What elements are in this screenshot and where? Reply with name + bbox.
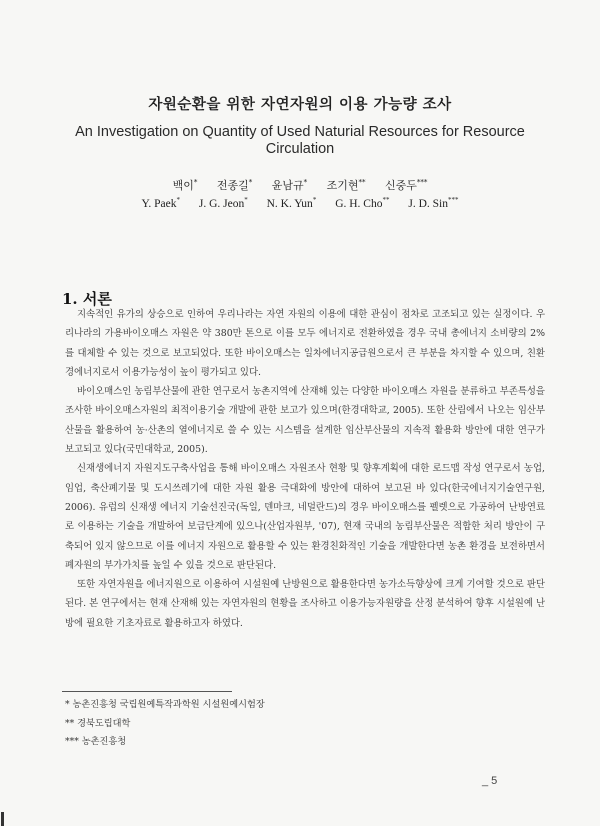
page-number: _ 5 (482, 775, 498, 787)
author-name-korean: 윤남규* (271, 178, 308, 192)
introduction-body (65, 305, 545, 633)
title-english: An Investigation on Quantity of Used Naturial Resources for Resource Circulation (75, 124, 525, 157)
scan-edge-mark (1, 812, 4, 826)
footnote-affiliation: *** 농촌진흥청 (65, 736, 127, 747)
section-heading-introduction: 1. 서론 (62, 290, 112, 308)
paragraph: 바이오매스인 농림부산물에 관한 연구로서 농촌지역에 산재해 있는 다양한 바이오매스 자원을 분류하고 부존특성을 조사한 바이오매스자원의 최적이용기술 개발에 관한 보고가 있으며(한경대학교, 2005). 또한 산림에서 나오는 임산부산물을 활용하여 농·산촌의 열에너지로 쓸 수 있는 시스템을 설계한 임산부산물의 지속적 활용화 방안에 대한 연구가 보고되고 있다(국민대학교, 2005). (65, 386, 545, 456)
footnote-divider (62, 691, 232, 692)
author-name-korean: 전종길* (216, 178, 253, 192)
footnote-affiliation: * 농촌진흥청 국립원예특작과학원 시설원예시험장 (65, 699, 265, 710)
footnotes (65, 696, 465, 752)
paragraph: 또한 자연자원을 에너지원으로 이용하여 시설원예 난방원으로 활용한다면 농가소득향상에 크게 기여할 것으로 판단된다. 본 연구에서는 현재 산재해 있는 자연자원의 현황을 조사하고 이용가능자원량을 산정 분석하여 향후 시설원예 난방에 필요한 기초자료로 활용하고자 하였다. (65, 579, 545, 629)
author-name-english: G. H. Cho** (335, 196, 390, 210)
author-name-korean: 신중두*** (385, 178, 428, 192)
author-list-korean (0, 177, 600, 193)
author-name-english: J. G. Jeon* (198, 196, 248, 210)
author-name-english: J. D. Sin*** (408, 196, 459, 210)
author-list-english (0, 196, 600, 210)
paragraph: 신재생에너지 자원지도구축사업을 통해 바이오매스 자원조사 현황 및 향후계획에 대한 로드맵 작성 연구로서 농업, 임업, 축산폐기물 및 도시쓰레기에 대한 자원 활용 극대화에 방안에 대하여 보고된 바 있다(한국에너지기술연구원, 2006). 유럽의 신재생 에너지 기술선진국(독일, 덴마크, 네덜란드)의 경우 바이오매스를 펠렛으로 가공하여 난방연료로 이용하는 기술을 개발하여 보급단계에 있으나(산업자원부, '07), 현재 국내의 농림부산물은 적합한 처리 방안이 구축되어 있지 않으므로 이를 에너지 자원으로 활용할 수 있는 환경친화적인 기술을 개발한다면 농촌 환경을 보전하면서 폐자원의 부가가치를 높일 수 있을 것으로 판단된다. (65, 463, 545, 571)
author-name-korean: 백이* (172, 178, 198, 192)
footnote-affiliation: ** 경북도립대학 (65, 717, 131, 729)
paragraph: 지속적인 유가의 상승으로 인하여 우리나라는 자연 자원의 이용에 대한 관심이 점차로 고조되고 있는 실정이다. 우리나라의 가용바이오매스 자원은 약 380만 톤으로 이를 모두 에너지로 전환하였을 경우 국내 총에너지 소비량의 2%를 대체할 수 있는 것으로 보고되었다. 또한 바이오매스는 일차에너지공급원으로서 큰 부분을 차지할 수 있으며, 친환경에너지로서 이용가능성이 높이 평가되고 있다. (65, 309, 545, 378)
author-name-english: Y. Paek* (141, 196, 180, 210)
author-name-english: N. K. Yun* (266, 196, 317, 210)
author-name-korean: 조기현** (326, 178, 366, 192)
title-korean: 자원순환을 위한 자연자원의 이용 가능량 조사 (148, 96, 452, 113)
